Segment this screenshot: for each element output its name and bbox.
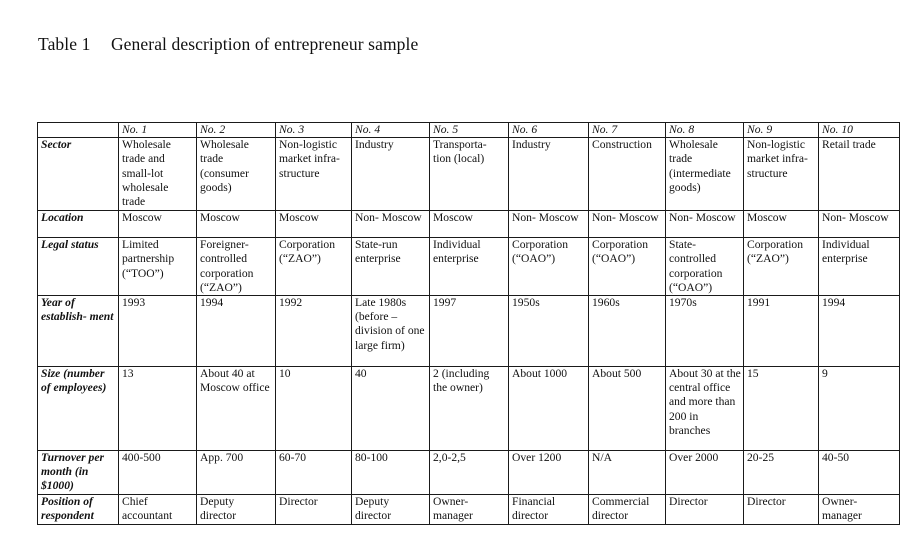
table-cell: 1950s (509, 296, 589, 367)
table-cell: Commercial director (589, 494, 666, 524)
row-label: Year of establish- ment (38, 296, 119, 367)
table-row (38, 211, 900, 238)
table-cell: State- controlled corporation (“OAO”) (666, 238, 744, 296)
table-cell: About 30 at the central office and more than 200 in branches (666, 367, 744, 451)
table-cell: Director (666, 494, 744, 524)
table-row (38, 138, 900, 211)
column-header: No. 2 (197, 123, 276, 138)
table-cell: About 1000 (509, 367, 589, 451)
table-cell: 1997 (430, 296, 509, 367)
table-cell: Transporta- tion (local) (430, 138, 509, 211)
table-cell: 80-100 (352, 451, 430, 495)
table-cell: Moscow (197, 211, 276, 238)
table-cell: Wholesale trade (consumer goods) (197, 138, 276, 211)
column-header: No. 3 (276, 123, 352, 138)
table-row (38, 367, 900, 451)
table-cell: Financial director (509, 494, 589, 524)
table-cell: 400-500 (119, 451, 197, 495)
table-cell: 1970s (666, 296, 744, 367)
table-caption (38, 34, 418, 55)
table-cell: Non- Moscow (352, 211, 430, 238)
table-row (38, 296, 900, 367)
table-row (38, 494, 900, 524)
table-cell: 1994 (197, 296, 276, 367)
table-cell: Corporation (“OAO”) (589, 238, 666, 296)
table-cell: 2,0-2,5 (430, 451, 509, 495)
header-row (38, 123, 900, 138)
table-title: General description of entrepreneur sample (110, 34, 419, 54)
table-cell: 1993 (119, 296, 197, 367)
column-header: No. 8 (666, 123, 744, 138)
table-cell: Corporation (“ZAO”) (744, 238, 819, 296)
table-cell: Non- Moscow (819, 211, 900, 238)
table-cell: Individual enterprise (819, 238, 900, 296)
table-cell: Non- Moscow (666, 211, 744, 238)
table-cell: Deputy director (352, 494, 430, 524)
table-cell: 40 (352, 367, 430, 451)
row-label: Size (number of employees) (38, 367, 119, 451)
table-cell: 15 (744, 367, 819, 451)
row-label: Position of respondent (38, 494, 119, 524)
table-cell: Moscow (430, 211, 509, 238)
table-cell: Over 1200 (509, 451, 589, 495)
table-cell: Late 1980s (before – division of one large firm) (352, 296, 430, 367)
table-cell: Limited partnership (“TOO”) (119, 238, 197, 296)
table-cell: Industry (509, 138, 589, 211)
table-cell: 1994 (819, 296, 900, 367)
column-header: No. 9 (744, 123, 819, 138)
row-label: Location (38, 211, 119, 238)
table-cell: Director (276, 494, 352, 524)
table-cell: State-run enterprise (352, 238, 430, 296)
row-label: Turnover per month (in $1000) (38, 451, 119, 495)
table-number: Table 1 (38, 34, 91, 54)
table-row (38, 238, 900, 296)
table-cell: 1960s (589, 296, 666, 367)
column-header: No. 5 (430, 123, 509, 138)
table-cell: N/A (589, 451, 666, 495)
row-label: Legal status (38, 238, 119, 296)
table-cell: App. 700 (197, 451, 276, 495)
column-header: No. 10 (819, 123, 900, 138)
entrepreneur-sample-table (37, 122, 900, 525)
table-cell: Retail trade (819, 138, 900, 211)
column-header: No. 7 (589, 123, 666, 138)
table-cell: Corporation (“OAO”) (509, 238, 589, 296)
table-cell: Non-logistic market infra- structure (276, 138, 352, 211)
table-cell: 40-50 (819, 451, 900, 495)
row-label: Sector (38, 138, 119, 211)
table-cell: Deputy director (197, 494, 276, 524)
table-cell: Corporation (“ZAO”) (276, 238, 352, 296)
table-cell: Non- Moscow (589, 211, 666, 238)
table-cell: Individual enterprise (430, 238, 509, 296)
table-cell: Industry (352, 138, 430, 211)
table-cell: Moscow (119, 211, 197, 238)
table-cell: 1992 (276, 296, 352, 367)
table-cell: Moscow (744, 211, 819, 238)
column-header: No. 4 (352, 123, 430, 138)
table-cell: Moscow (276, 211, 352, 238)
table-cell: About 500 (589, 367, 666, 451)
table-cell: 1991 (744, 296, 819, 367)
table-cell: Wholesale trade (intermediate goods) (666, 138, 744, 211)
table-cell: Construction (589, 138, 666, 211)
table-cell: About 40 at Moscow office (197, 367, 276, 451)
table-cell: Owner- manager (819, 494, 900, 524)
table-cell: Director (744, 494, 819, 524)
table-row (38, 451, 900, 495)
table-cell: 2 (including the owner) (430, 367, 509, 451)
table-cell: 10 (276, 367, 352, 451)
table-cell: Chief accountant (119, 494, 197, 524)
table-cell: 20-25 (744, 451, 819, 495)
table-cell: Owner- manager (430, 494, 509, 524)
column-header: No. 1 (119, 123, 197, 138)
table-cell: 9 (819, 367, 900, 451)
table-cell: 13 (119, 367, 197, 451)
table-cell: Foreigner- controlled corporation (“ZAO”) (197, 238, 276, 296)
table-cell: Wholesale trade and small-lot wholesale trade (119, 138, 197, 211)
table-cell: Non-logistic market infra- structure (744, 138, 819, 211)
corner-cell (38, 123, 119, 138)
column-header: No. 6 (509, 123, 589, 138)
table-cell: Non- Moscow (509, 211, 589, 238)
table-cell: Over 2000 (666, 451, 744, 495)
table-cell: 60-70 (276, 451, 352, 495)
